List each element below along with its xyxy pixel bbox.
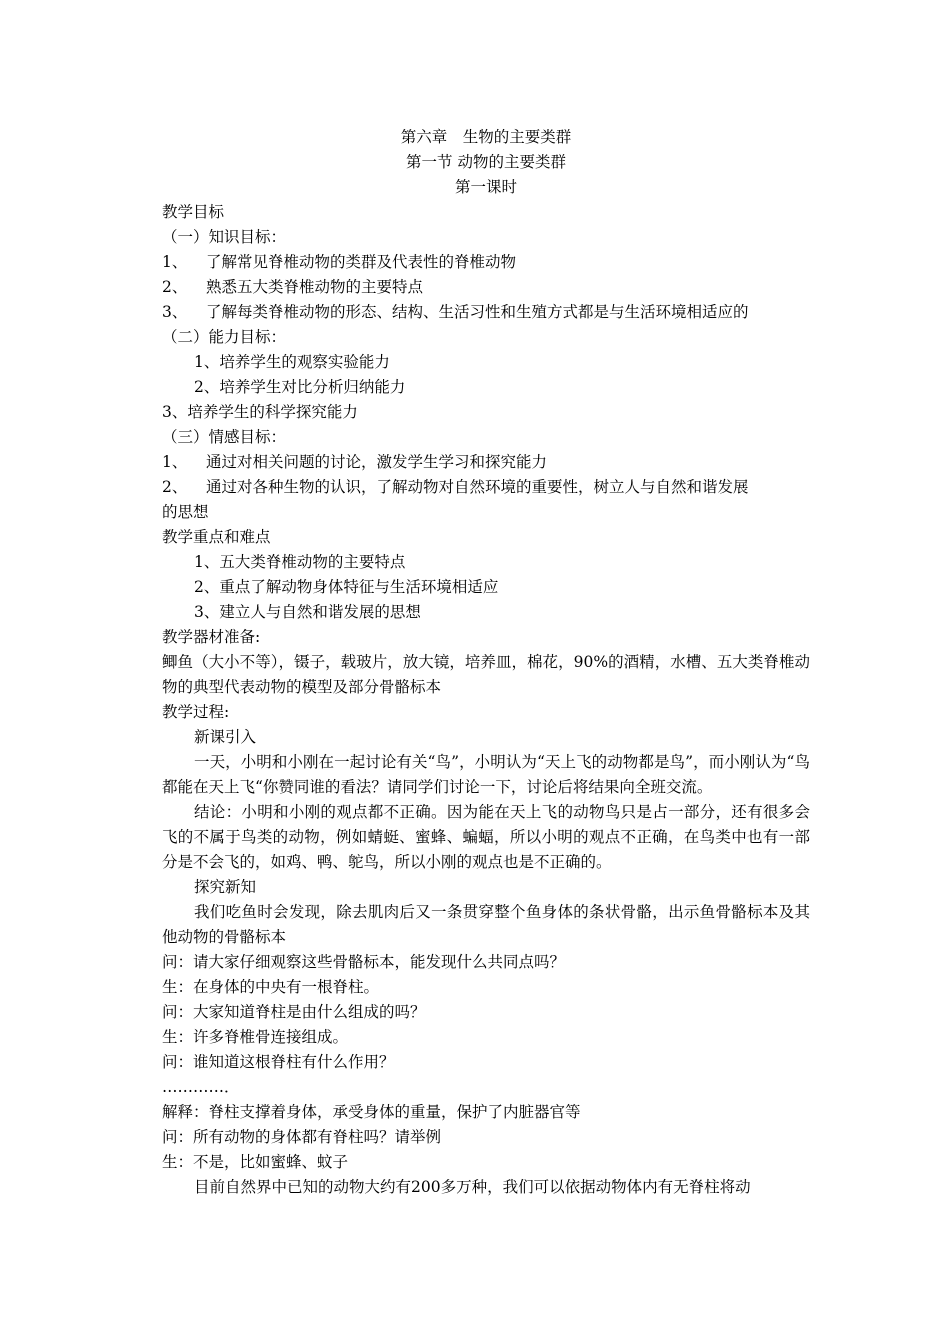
knowledge-item — [162, 250, 810, 275]
closing-paragraph: 目前自然界中已知的动物大约有200多万种，我们可以依据动物体内有无脊柱将动 — [194, 1178, 751, 1196]
dialogue-line: 问：谁知道这根脊柱有什么作用？ — [162, 1053, 395, 1071]
intro-paragraph: 一天，小明和小刚在一起讨论有关“鸟”，小明认为“天上飞的动物都是鸟”，而小刚认为“鸟都能在天上飞“你赞同谁的看法？请同学们讨论一下，讨论后将结果向全班交流。 — [162, 753, 810, 796]
item-number: 1、 — [162, 253, 188, 271]
ability-item: 1、培养学生的观察实验能力 — [194, 353, 390, 371]
emotion-item — [162, 475, 810, 500]
dialogue-line: 问：大家知道脊柱是由什么组成的吗？ — [162, 1003, 426, 1021]
section-title: 第一节 动物的主要类群 — [406, 153, 566, 171]
key-point-item: 3、建立人与自然和谐发展的思想 — [194, 603, 421, 621]
ability-item: 3、培养学生的科学探究能力 — [162, 403, 358, 421]
ellipsis-line: …………． — [162, 1078, 240, 1096]
intro-title: 新课引入 — [194, 728, 257, 746]
key-point-item: 2、重点了解动物身体特征与生活环境相适应 — [194, 578, 499, 596]
ability-heading: （二）能力目标： — [162, 328, 287, 346]
dialogue-line: 解释：脊柱支撑着身体，承受身体的重量，保护了内脏器官等 — [162, 1103, 581, 1121]
dialogue-line: 生：在身体的中央有一根脊柱。 — [162, 978, 380, 996]
item-number: 2、 — [162, 278, 188, 296]
dialogue-line: 生：不是，比如蜜蜂、蚊子 — [162, 1153, 349, 1171]
knowledge-heading: （一）知识目标： — [162, 228, 287, 246]
key-point-item: 1、五大类脊椎动物的主要特点 — [194, 553, 406, 571]
explore-paragraph: 我们吃鱼时会发现，除去肌肉后又一条贯穿整个鱼身体的条状骨骼，出示鱼骨骼标本及其他动物的骨骼标本 — [162, 903, 810, 946]
dialogue-line: 问：请大家仔细观察这些骨骼标本，能发现什么共同点吗？ — [162, 953, 566, 971]
conclusion-paragraph: 结论：小明和小刚的观点都不正确。因为能在天上飞的动物鸟只是占一部分，还有很多会飞的不属于鸟类的动物，例如蜻蜓、蜜蜂、蝙蝠，所以小明的观点不正确，在鸟类中也有一部分是不会飞的，如鸡、鸭、鸵鸟，所以小刚的观点也是不正确的。 — [162, 803, 810, 871]
key-points-heading: 教学重点和难点 — [162, 528, 271, 546]
process-heading: 教学过程: — [162, 703, 230, 721]
objectives-heading: 教学目标 — [162, 203, 225, 221]
item-text: 通过对相关问题的讨论，激发学生学习和探究能力 — [206, 453, 548, 471]
dialogue-line: 问：所有动物的身体都有脊柱吗？请举例 — [162, 1128, 442, 1146]
item-text: 了解每类脊椎动物的形态、结构、生活习性和生殖方式都是与生活环境相适应的 — [206, 303, 749, 321]
emotion-item-continuation: 的思想 — [162, 503, 209, 521]
item-number: 3、 — [162, 303, 188, 321]
item-text: 了解常见脊椎动物的类群及代表性的脊椎动物 — [206, 253, 517, 271]
emotion-heading: （三）情感目标： — [162, 428, 287, 446]
item-text: 通过对各种生物的认识，了解动物对自然环境的重要性，树立人与自然和谐发展 — [206, 478, 749, 496]
materials-text: 鲫鱼（大小不等），镊子，载玻片，放大镜，培养皿，棉花，90%的酒精，水槽、五大类脊椎动物的典型代表动物的模型及部分骨骼标本 — [162, 653, 810, 696]
ability-item: 2、培养学生对比分析归纳能力 — [194, 378, 406, 396]
item-text: 熟悉五大类脊椎动物的主要特点 — [206, 278, 424, 296]
item-number: 1、 — [162, 453, 188, 471]
materials-heading: 教学器材准备: — [162, 628, 261, 646]
knowledge-item — [162, 275, 810, 300]
explore-title: 探究新知 — [194, 878, 257, 896]
dialogue-line: 生：许多脊椎骨连接组成。 — [162, 1028, 349, 1046]
emotion-item — [162, 450, 810, 475]
item-number: 2、 — [162, 478, 188, 496]
knowledge-item — [162, 300, 810, 325]
lesson-title: 第一课时 — [454, 178, 517, 196]
document-page — [162, 125, 810, 1200]
chapter-title: 第六章 生物的主要类群 — [400, 128, 572, 146]
